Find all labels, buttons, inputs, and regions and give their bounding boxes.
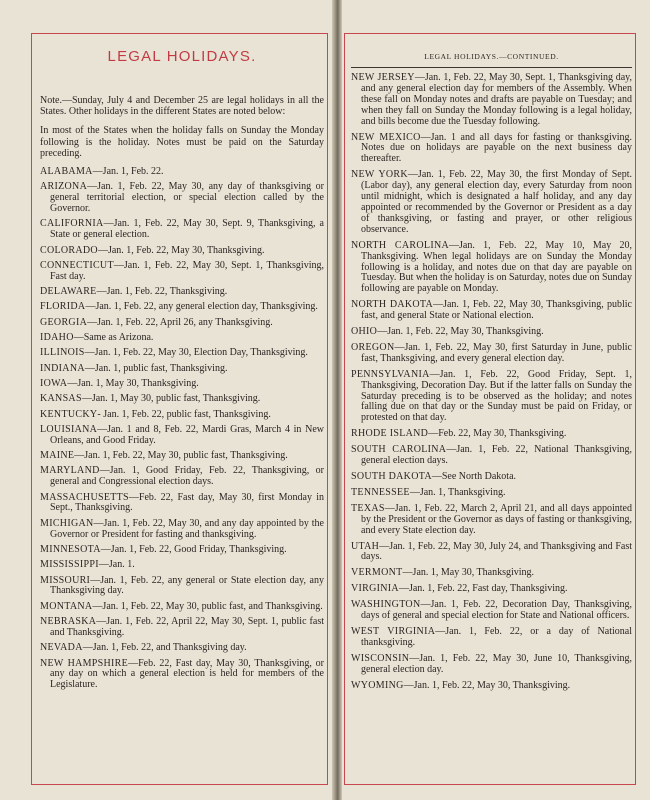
state-name: MONTANA (40, 600, 93, 612)
state-name: ILLINOIS (40, 347, 85, 359)
holiday-entry (351, 370, 632, 425)
holiday-entry (40, 617, 324, 639)
holiday-entry (40, 364, 324, 375)
holiday-text: —Jan. 1, Feb. 22, April 22, May 30, Sept. 1, public fast and Thanksgiving. (50, 616, 324, 638)
holiday-entry (40, 318, 324, 329)
holiday-text: —Jan. 1, Feb. 22, May 30, Sept. 9, Thanksgiving, a State or general election. (50, 218, 324, 241)
holiday-entry (40, 451, 324, 462)
holiday-entry (351, 241, 632, 296)
holiday-text: —Jan. 1, Feb. 22, May 30, July 24, and Thanksgiving and Fast days. (361, 540, 632, 563)
state-name: VERMONT (351, 567, 403, 579)
holiday-text: —Feb. 22, Fast day, May 30, Thanksgiving, or any day on which a general election is held for members of the Legislature. (50, 657, 324, 691)
holiday-text: —Jan. 1, Feb. 22, April 26, any Thanksgiving. (87, 316, 273, 328)
state-name: COLORADO (40, 244, 98, 256)
state-name: MASSACHUSETTS (40, 491, 129, 503)
holiday-entry (40, 379, 324, 390)
holiday-text: —Jan. 1, Feb. 22, May 30, the first Monday of Sept. (Labor day), any general election day, every Saturday from noon until midnight, which is designated a half holiday, and any day appointed or recommended by the Governor or President as a day of thanksgiving, or fasting and prayer, or other religious observance. (361, 169, 632, 235)
holiday-entry (351, 600, 632, 622)
holiday-entry (351, 170, 632, 235)
holiday-entry (40, 348, 324, 359)
state-name: IOWA (40, 377, 68, 389)
state-name: NEBRASKA (40, 616, 97, 627)
state-name: WYOMING (351, 679, 404, 691)
holiday-text: - Jan. 1, Feb. 22, public fast, Thanksgiving. (97, 408, 271, 420)
holiday-text: —Jan. 1, Feb. 22. (92, 166, 164, 178)
state-name: NEW JERSEY (351, 72, 415, 83)
state-name: OHIO (351, 326, 378, 338)
holiday-entry (351, 73, 632, 128)
holiday-entry (40, 167, 324, 178)
holiday-entry (40, 394, 324, 405)
holiday-text: —Jan. 1, Feb. 22, May 30, any day of thanksgiving or general territorial election, or special election called by the Governor. (50, 181, 324, 215)
holiday-entry (351, 584, 632, 595)
note-paragraph (40, 95, 324, 117)
holiday-text: —Jan. 1, Feb. 22, Good Friday, Sept. 1, Thanksgiving, Decoration Day. But if the latter falls on Sunday the Saturday preceding is to be observed as the holiday; and notes falling due on that day or the Sunday must be paid on Friday, or protested on that day. (361, 368, 632, 424)
holiday-text: —See North Dakota. (431, 471, 517, 482)
holiday-text: —Jan. 1, Feb. 22, March 2, April 21, and all days appointed by the President or the Governor as days of fasting or thanksgiving, and every State election day. (361, 502, 632, 536)
holiday-entry (40, 576, 324, 598)
holiday-text: —Jan. 1, Feb. 22, May 30, and any day appointed by the Governor or President for fasting and thanksgiving. (50, 517, 324, 540)
state-name: NEW HAMPSHIRE (40, 657, 129, 669)
holiday-entry (40, 302, 324, 313)
holiday-entry (351, 343, 632, 365)
state-name: MARYLAND (40, 465, 100, 477)
holiday-entry (40, 545, 324, 556)
note-text: —Sunday, July 4 and December 25 are legal holidays in all the States. Other holidays in the different States are noted below: (40, 95, 324, 118)
holiday-text: —Jan. 1, Feb. 22, any general or State election day, any Thanksgiving day. (50, 574, 324, 597)
state-name: WASHINGTON (351, 599, 421, 611)
holiday-entry (351, 445, 632, 467)
holiday-entry (351, 568, 632, 579)
holiday-text: —Jan. 1, Feb. 22, any general election day, Thanksgiving. (85, 301, 318, 313)
state-name: ALABAMA (40, 166, 93, 178)
holiday-text: —Jan. 1, Thanksgiving. (409, 486, 506, 498)
state-name: NEVADA (40, 642, 83, 654)
state-name: WISCONSIN (351, 652, 410, 664)
holiday-entry (40, 519, 324, 541)
state-name: NORTH DAKOTA (351, 299, 434, 311)
holiday-text: —Jan. 1, Good Friday, Feb. 22, Thanksgiving, or general and Congressional election days. (50, 465, 324, 488)
holiday-entry (351, 542, 632, 564)
holiday-text: —Jan. 1, Feb. 22, Fast day, Thanksgiving. (398, 583, 568, 595)
left-page-content (40, 48, 324, 696)
state-name: RHODE ISLAND (351, 428, 429, 440)
state-name: IDAHO (40, 332, 74, 344)
holiday-entry (40, 659, 324, 692)
holiday-entry (351, 133, 632, 166)
holiday-text: —Jan. 1, Feb. 22, May 10, May 20, Thanksgiving. When legal holidays are on Sunday the Monday following is a holiday, and notes due on that day are payable on Tuesday. But when the holiday is on Saturday, notes due on Sunday following are payable on Monday. (361, 239, 632, 295)
holiday-text: —Jan. 1. (98, 559, 135, 571)
holiday-text: —Jan. 1, Feb. 22, May 30, public fast, and Thanksgiving. (92, 600, 323, 612)
holiday-text: —Feb. 22, May 30, Thanksgiving. (428, 428, 567, 440)
holiday-entry (40, 643, 324, 654)
holiday-text: —Jan. 1, Feb. 22, and Thanksgiving day. (82, 642, 247, 654)
holiday-text: —Jan. 1, Feb. 22, May 30, June 10, Thanksgiving, general election day. (361, 652, 632, 675)
holiday-entry (40, 287, 324, 298)
holiday-entry (40, 182, 324, 215)
state-name: MICHIGAN (40, 517, 94, 529)
holiday-text: —Jan. 1, Feb. 22, May 30, Election Day, Thanksgiving. (84, 347, 308, 359)
holiday-text: —Jan. 1, Feb. 22, Decoration Day, Thanksgiving, days of general and special election for State and National officers. (361, 599, 632, 622)
holiday-entry (40, 602, 324, 613)
state-name: CALIFORNIA (40, 218, 104, 230)
right-entry-list (351, 73, 632, 692)
holiday-text: —Jan. 1, Feb. 22, Thanksgiving. (96, 286, 228, 298)
holiday-text: —Feb. 22, Fast day, May 30, first Monday in Sept., Thanksgiving. (50, 491, 324, 514)
state-name: CONNECTICUT (40, 259, 114, 271)
holiday-text: —Jan. 1, Feb. 22, May 30, Sept. 1, Thanksgiving day, and any general election day for members of the Assembly. When these fall on Monday notes and drafts are payable on Tuesday; and when they fall on Sunday the Monday following is a legal holiday, and bills become due the Tuesday following. (361, 72, 633, 127)
holiday-text: —Jan. 1, May 30, Thanksgiving. (402, 567, 535, 579)
holiday-text: —Jan. 1, May 30, public fast, Thanksgiving. (81, 393, 261, 405)
holiday-entry (351, 300, 632, 322)
holiday-text: —Jan. 1, Feb. 22, Good Friday, Thanksgiving. (100, 543, 287, 555)
state-name: OREGON (351, 341, 395, 353)
state-name: SOUTH DAKOTA (351, 471, 432, 482)
holiday-text: —Jan. 1, Feb. 22, May 30, Thanksgiving. (403, 679, 571, 691)
holiday-text: —Jan. 1 and 8, Feb. 22, Mardi Gras, March 4 in New Orleans, and Good Friday. (50, 423, 324, 446)
state-name: NEW YORK (351, 169, 408, 181)
holiday-text: —Jan. 1, Feb. 22, May 30, Thanksgiving. (97, 244, 265, 256)
holiday-text: —Jan. 1, Feb. 22, May 30, first Saturday in June, public fast, Thanksgiving, and every general election day. (361, 341, 632, 364)
holiday-text: —Jan. 1, Feb. 22, May 30, Thanksgiving. (377, 326, 544, 338)
state-name: WEST VIRGINIA (351, 625, 436, 637)
book-gutter (332, 0, 342, 800)
holiday-entry (40, 333, 324, 344)
state-name: UTAH (351, 540, 380, 552)
holiday-entry (40, 261, 324, 283)
holiday-text: —Jan. 1, Feb. 22, May 30, Sept. 1, Thanksgiving, Fast day. (50, 259, 324, 282)
holiday-entry (40, 246, 324, 257)
holiday-text: —Jan. 1, public fast, Thanksgiving. (84, 362, 228, 374)
note-label: Note. (40, 95, 62, 106)
state-name: SOUTH CAROLINA (351, 444, 447, 456)
state-name: DELAWARE (40, 286, 97, 298)
holiday-entry (40, 219, 324, 241)
holiday-entry (351, 654, 632, 676)
running-header: LEGAL HOLIDAYS.—CONTINUED. (351, 52, 632, 68)
holiday-text: —Jan. 1 and all days for fasting or thanksgiving. Notes due on holidays are payable on the next business day thereafter. (361, 131, 633, 165)
state-name: LOUISIANA (40, 423, 98, 435)
holiday-entry (40, 493, 324, 515)
state-name: TENNESSEE (351, 486, 410, 498)
holiday-entry (351, 681, 632, 692)
holiday-text: —Same as Arizona. (73, 332, 154, 344)
holiday-entry (40, 425, 324, 447)
state-name: INDIANA (40, 362, 85, 374)
state-name: KANSAS (40, 393, 82, 405)
intro-paragraph: In most of the States when the holiday falls on Sunday the Monday following is the holiday. Notes must be paid on the Saturday preceding. (40, 125, 324, 159)
holiday-entry (351, 504, 632, 537)
holiday-entry (351, 327, 632, 338)
state-name: VIRGINIA (351, 583, 399, 595)
holiday-entry (351, 472, 632, 483)
holiday-text: —Jan. 1, Feb. 22, or a day of National thanksgiving. (361, 625, 632, 648)
holiday-entry (40, 410, 324, 421)
state-name: MISSISSIPPI (40, 559, 99, 571)
state-name: ARIZONA (40, 181, 88, 193)
holiday-entry (351, 488, 632, 499)
holiday-entry (40, 466, 324, 488)
state-name: NORTH CAROLINA (351, 239, 449, 251)
holiday-entry (40, 560, 324, 571)
holiday-text: —Jan. 1, Feb. 22, May 30, public fast, Thanksgiving. (74, 450, 288, 461)
holiday-text: —Jan. 1, May 30, Thanksgiving. (67, 377, 199, 389)
right-page-content (351, 52, 632, 697)
state-name: MINNESOTA (40, 543, 101, 555)
right-page (336, 0, 650, 800)
holiday-text: —Jan. 1, Feb. 22, National Thanksgiving, general election days. (361, 444, 633, 467)
state-name: PENNSYLVANIA (351, 368, 430, 380)
state-name: MAINE (40, 450, 75, 461)
state-name: TEXAS (351, 502, 385, 514)
holiday-entry (351, 627, 632, 649)
state-name: NEW MEXICO (351, 131, 421, 143)
state-name: GEORGIA (40, 316, 88, 328)
holiday-text: —Jan. 1, Feb. 22, May 30, Thanksgiving, public fast, and general State or National election. (361, 299, 632, 322)
page-title: LEGAL HOLIDAYS. (107, 48, 257, 65)
state-name: FLORIDA (40, 301, 86, 313)
left-entry-list (40, 167, 324, 691)
state-name: KENTUCKY (40, 408, 98, 420)
state-name: MISSOURI (40, 574, 91, 586)
holiday-entry (351, 429, 632, 440)
